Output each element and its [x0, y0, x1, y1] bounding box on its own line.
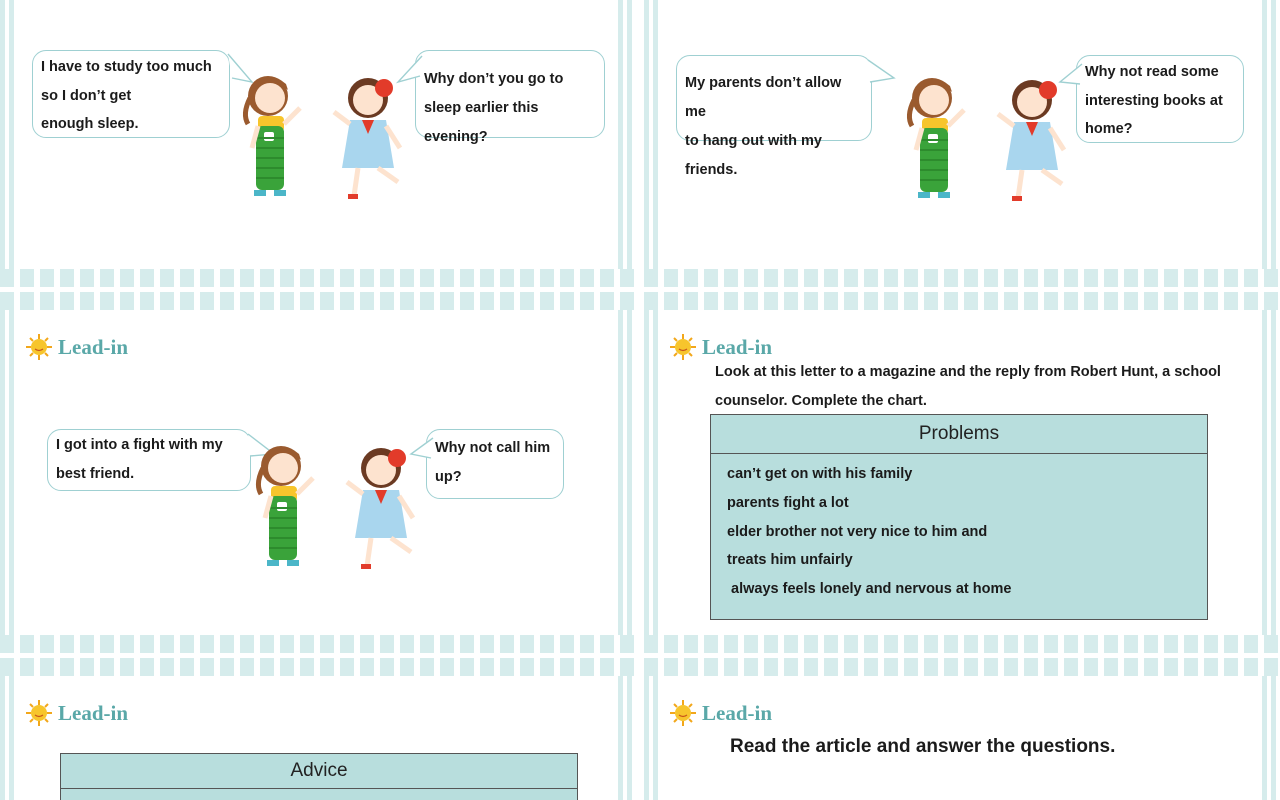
bubble-line: Why not read some	[1085, 64, 1219, 80]
bubble-line: enough sleep.	[41, 116, 139, 132]
speech-bubble-right	[415, 50, 605, 145]
bubble-line: interesting books at	[1085, 92, 1223, 109]
girl-green-overalls	[258, 446, 313, 566]
chart-row: treats him unfairly	[727, 552, 853, 569]
bubble-line: best friend.	[56, 466, 135, 482]
slide-6[interactable]	[644, 658, 1280, 800]
kids-illustration	[892, 70, 1082, 212]
bubble-line: home?	[1085, 121, 1133, 137]
bubble-line: I have to study too much	[41, 59, 212, 75]
slide-4[interactable]	[644, 292, 1280, 653]
heading-text: Lead-in	[58, 700, 129, 725]
slide-2[interactable]	[644, 0, 1280, 287]
girl-green-overalls	[909, 78, 964, 198]
slide-1[interactable]	[0, 0, 636, 287]
bubble-line: Why don’t you go to	[424, 71, 564, 87]
bubble-line: Why not call him	[435, 440, 551, 456]
slide-heading	[26, 700, 128, 726]
chart-row: elder brother not very nice to him and	[727, 523, 988, 540]
instruction-line: Read the article and answer the questions.	[730, 736, 1116, 757]
problems-chart	[710, 414, 1208, 620]
instruction-line: counselor. Complete the chart.	[715, 393, 927, 409]
kids-illustration	[238, 68, 408, 210]
bubble-line: so I don’t get	[41, 87, 132, 104]
speech-bubble-left	[32, 50, 230, 138]
slide-heading	[670, 700, 772, 726]
sun-icon	[26, 334, 52, 360]
chart-header: Advice	[61, 754, 577, 789]
chart-row: parents fight a lot	[727, 494, 849, 511]
sun-icon	[670, 700, 696, 726]
speech-bubble-left	[676, 55, 872, 178]
kids-illustration	[246, 438, 426, 580]
girl-blue-dress	[334, 78, 400, 199]
bubble-line: I got into a fight with my	[56, 437, 223, 453]
instruction-line: Look at this letter to a magazine and the reply from Robert Hunt, a school	[715, 364, 1221, 380]
speech-bubble-right	[1076, 55, 1244, 143]
chart-header: Problems	[711, 415, 1207, 454]
heading-text: Lead-in	[702, 334, 773, 359]
bubble-line: up?	[435, 469, 462, 485]
speech-bubble-right	[426, 429, 564, 499]
advice-chart	[60, 753, 578, 800]
heading-text: Lead-in	[58, 334, 129, 359]
girl-green-overalls	[245, 76, 300, 196]
speech-bubble-left	[47, 429, 251, 491]
slide-heading	[670, 334, 772, 360]
bubble-line: My parents don’t allow me	[685, 75, 842, 120]
bubble-line: sleep earlier this evening?	[424, 100, 539, 145]
bubble-line: to hang out with my friends.	[685, 133, 822, 178]
sun-icon	[26, 700, 52, 726]
chart-row: always feels lonely and nervous at home	[727, 581, 1012, 598]
slide-3[interactable]	[0, 292, 636, 653]
sun-icon	[670, 334, 696, 360]
slide-5[interactable]	[0, 658, 636, 800]
chart-row: can’t get on with his family	[727, 466, 913, 482]
girl-blue-dress	[347, 448, 413, 569]
girl-blue-dress	[998, 80, 1064, 201]
slide-heading	[26, 334, 128, 360]
heading-text: Lead-in	[702, 700, 773, 725]
